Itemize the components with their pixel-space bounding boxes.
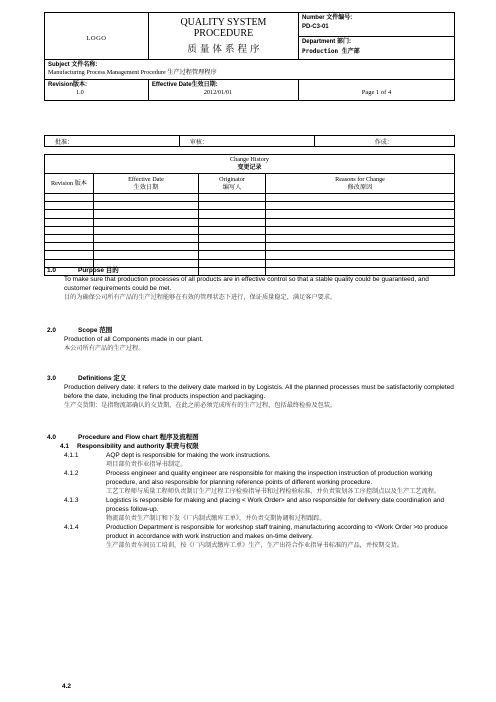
next-section-number: 4.2 [62, 683, 72, 690]
page-number: Page 1 of 4 [361, 89, 392, 96]
history-row [45, 234, 455, 242]
change-history-table [44, 154, 455, 276]
col-originator-en: Originator [219, 175, 245, 183]
section-title: Purpose 目的 [78, 267, 119, 274]
section-number: 2.0 [47, 327, 57, 334]
number-value: PD-C3-01 [301, 24, 329, 30]
item-number: 4.1.3 [64, 497, 79, 504]
item-text-cn: 生产部负责车间员工培训，按《厂内制式缴库工单》生产，生产出符合作业指导书标准的产品，并按期交货。 [106, 542, 403, 549]
section-text-en: Production delivery date: it refers to the delivery date marked in by Logistcis. All the planned processes must be satisfactorily completed before the date, including the final products inspection and packaging. [64, 384, 454, 400]
change-history-title-cn: 变更记录 [237, 164, 262, 171]
item-text-cn: 工艺工程师与质量工程师负责制订生产过程工序检验指导书和过程检验标准，并负责策划各工序控制点以及生产工艺流程。 [106, 488, 441, 495]
list-item [47, 496, 457, 523]
history-row [45, 202, 455, 210]
col-originator-cn: 编写人 [222, 183, 242, 191]
item-text-en: Process engineer and quality engineer are responsible for making the inspection instruction of production working procedure, and also responsible for planning reference points of different working procedure. [106, 470, 433, 486]
section-procedure [47, 433, 457, 550]
history-row [45, 218, 455, 226]
col-effective-date-en: Effective Date [128, 175, 164, 183]
change-history-title [45, 155, 455, 174]
history-row [45, 243, 455, 251]
item-text-en: Production Department is responsible for workshop staff training, manufacturing according to <Work Order >to produce product in accordance with work instruction and makes on-time delivery. [106, 524, 448, 540]
col-reasons-cn: 修改原因 [347, 183, 373, 191]
title-cell [148, 13, 298, 60]
effective-label: Effective Date生效日期: [151, 82, 218, 88]
section-number: 4.0 [47, 434, 57, 441]
col-effective-date-cn: 生效日期 [133, 183, 159, 191]
subject-label: Subject 文件名称: [48, 62, 98, 68]
number-dept-cell [298, 13, 454, 60]
revision-label: Revision版本: [48, 82, 88, 88]
col-revision-label: Revision 版本 [51, 179, 87, 187]
subsection-title: Responsibility and authority 职责与权限 [77, 443, 199, 450]
subsection-number: 4.1 [60, 443, 70, 450]
item-text-en: AQP dept is responsible for making the work instructions. [106, 452, 271, 459]
effective-value: 2012/01/01 [203, 89, 233, 96]
item-text-en: Logistics is responsible for making and placing < Work Order> and also responsible for delivery date coordination and process follow-up. [106, 497, 445, 513]
section-definitions [47, 374, 457, 410]
section-purpose [47, 266, 457, 302]
item-text-cn: 项目部负责作业指导书制定。 [106, 461, 187, 468]
section-text-cn: 本公司所有产品的生产过程。 [64, 345, 145, 352]
section-text-cn: 目的为确保公司所有产品的生产过程能够在有效的管理状态下进行，保证质量稳定，满足客户要求。 [64, 294, 337, 301]
review-label: 审核： [189, 139, 208, 146]
item-number: 4.1.4 [64, 524, 79, 531]
section-title: Definitions 定义 [78, 375, 127, 382]
subject-cell [45, 60, 455, 80]
list-item [47, 451, 457, 469]
approval-table [44, 135, 455, 147]
list-item [47, 523, 457, 550]
col-effective-date [94, 174, 199, 194]
col-reasons-en: Reasons for Change [335, 175, 385, 183]
effective-cell [148, 80, 298, 101]
logo-cell [45, 13, 149, 60]
author-label: 作成： [374, 139, 393, 146]
item-text-cn: 物流部负责生产制订和下发《厂内制式缴库工单》，并负责交期协调和过程跟踪。 [106, 515, 326, 522]
section-text-en: Production of all Components made in our plant. [64, 336, 204, 343]
item-number: 4.1.2 [64, 470, 79, 477]
doc-title-en: QUALITY SYSTEM PROCEDURE [180, 17, 267, 39]
item-number: 4.1.1 [64, 452, 79, 459]
change-history-title-en: Change History [229, 156, 269, 163]
col-revision [45, 174, 94, 194]
history-row [45, 210, 455, 218]
section-number: 3.0 [47, 375, 57, 382]
doc-title-cn: 质 量 体 系 程 序 [187, 44, 260, 55]
header-table [44, 12, 455, 101]
section-title: Scope 范围 [78, 327, 113, 334]
history-row [45, 251, 455, 259]
history-row [45, 226, 455, 234]
section-title: Procedure and Flow chart 程序及流程图 [78, 434, 199, 441]
dept-label: Department 部门: [301, 39, 351, 45]
dept-value: Production 生产部 [301, 48, 360, 55]
page-cell [298, 80, 454, 101]
section-text-cn: 生产交货期：是指物流部确认的交货期，在此之前必须完成所有的生产过程，包括最终检验及包装。 [64, 402, 337, 409]
approve-label: 批准： [55, 139, 74, 146]
list-item [47, 469, 457, 496]
logo: LOGO [86, 35, 107, 42]
revision-value: 1.0 [76, 89, 84, 96]
section-scope [47, 326, 457, 353]
section-text-en: To make sure that production processes of all products are in effective control so that a stable quality could be guaranteed, and customer requirements could be met. [64, 276, 429, 292]
section-number: 1.0 [47, 267, 57, 274]
col-reasons [266, 174, 455, 194]
history-row [45, 194, 455, 202]
history-header-row [45, 174, 455, 194]
col-originator [199, 174, 266, 194]
subject-value: Manufacturing Process Management Procedure 生产过程管理程序 [48, 69, 217, 76]
revision-cell [45, 80, 149, 101]
number-label: Number 文件编号: [301, 15, 353, 21]
